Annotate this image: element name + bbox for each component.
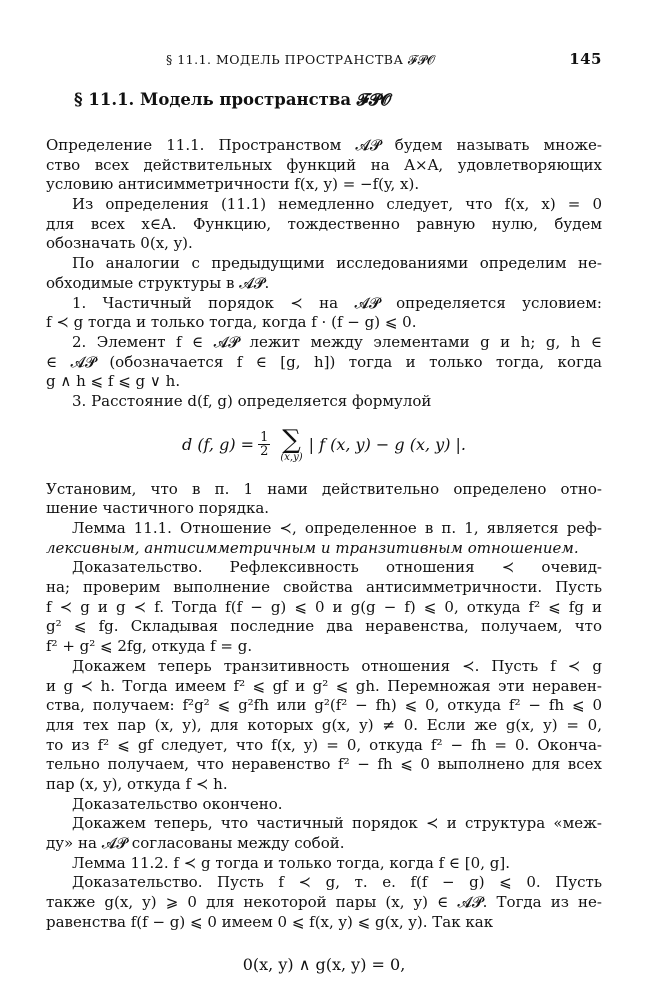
text-line: также g(x, y) ⩾ 0 для некоторой пары (x, y) ∈ 𝓐𝓟. Тогда из не-: [46, 893, 602, 912]
sum-index: (x,y): [280, 451, 303, 463]
text-line: g² ⩽ fg. Складывая последние два неравенства, получаем, что: [46, 617, 602, 636]
text-line: и g ≺ h. Тогда имеем f² ⩽ gf и g² ⩽ gh. Перемножая эти неравен-: [46, 676, 602, 695]
text-line: 1. Частичный порядок ≺ на 𝓐𝓟 определяется условием:: [72, 293, 602, 312]
text-line: f ≺ g тогда и только тогда, когда f · (f − g) ⩽ 0.: [46, 313, 417, 332]
text-line: f² + g² ⩽ 2fg, откуда f = g.: [46, 637, 253, 656]
text-line: условию антисимметричности f(x, y) = −f(y, x).: [46, 175, 420, 194]
formula-lhs: d (f, g) =: [181, 434, 255, 454]
text-line: ство всех действительных функций на A×A, удовлетворяющих: [46, 155, 602, 174]
page-body: [46, 136, 602, 984]
text-line: равенства f(f − g) ⩽ 0 имеем 0 ⩽ f(x, y) ⩽ g(x, y). Так как: [46, 912, 494, 931]
text-line: Из определения (11.1) немедленно следует, что f(x, x) = 0: [72, 195, 602, 214]
running-title: § 11.1. МОДЕЛЬ ПРОСТРАНСТВА 𝓕𝓟𝓞: [166, 52, 436, 67]
distance-formula: [46, 420, 602, 470]
text-line: Докажем теперь, что частичный порядок ≺ и структура «меж-: [72, 814, 602, 833]
fraction-denominator: 2: [260, 444, 269, 460]
text-line: Докажем теперь транзитивность отношения ≺. Пусть f ≺ g: [72, 656, 602, 675]
section-title: § 11.1. Модель пространства 𝓕𝓟𝓞: [74, 90, 392, 109]
text-line: ду» на 𝓐𝓟 согласованы между собой.: [46, 834, 345, 852]
text-line: для всех x∈A. Функцию, тождественно равную нулю, будем: [46, 214, 602, 233]
text-line: ства, получаем: f²g² ⩽ g²fh или g²(f² − fh) ⩽ 0, откуда f² − fh ⩽ 0: [46, 696, 602, 715]
text-line: на; проверим выполнение свойства антисимметричности. Пусть: [46, 578, 602, 597]
text-line: шение частичного порядка.: [46, 499, 270, 518]
formula-fraction: [258, 431, 270, 458]
formula-rhs: | f (x, y) − g (x, y) |.: [308, 434, 467, 454]
lemma-line: Лемма 11.1. Отношение ≺, определенное в п. 1, является реф-: [72, 519, 602, 537]
text-line: обозначать 0(x, y).: [46, 234, 193, 253]
text-line: 3. Расстояние d(f, g) определяется формулой: [72, 391, 432, 410]
text-line: пар (x, y), откуда f ≺ h.: [46, 774, 228, 793]
text-line: f ≺ g и g ≺ f. Тогда f(f − g) ⩽ 0 и g(g − f) ⩽ 0, откуда f² ⩽ fg и: [46, 597, 602, 616]
lemma-line: лексивным, антисимметричным и транзитивным отношением.: [46, 538, 579, 557]
summation: [280, 424, 303, 463]
text-line: обходимые структуры в 𝓐𝓟.: [46, 273, 270, 292]
text-line: 2. Элемент f ∈ 𝓐𝓟 лежит между элементами g и h; g, h ∈: [72, 332, 602, 351]
meet-formula: 0(x, y) ∧ g(x, y) = 0,: [242, 954, 406, 974]
lemma-line: Лемма 11.2. f ≺ g тогда и только тогда, когда f ∈ [0, g].: [72, 853, 510, 872]
proof-line: Доказательство. Рефлексивность отношения ≺ очевид-: [72, 558, 602, 577]
text-line: для тех пар (x, y), для которых g(x, y) ≠ 0. Если же g(x, y) = 0,: [46, 715, 602, 734]
page-number: 145: [569, 50, 602, 68]
fraction-numerator: 1: [260, 430, 269, 446]
text-line: g ∧ h ⩽ f ⩽ g ∨ h.: [46, 372, 181, 391]
text-line: Доказательство окончено.: [72, 794, 283, 813]
text-line: Определение 11.1. Пространством 𝓐𝓟 будем называть множе-: [46, 136, 602, 154]
text-line: тельно получаем, что неравенство f² − fh ⩽ 0 выполнено для всех: [46, 755, 602, 774]
text-line: Установим, что в п. 1 нами действительно определено отно-: [46, 479, 602, 498]
proof-line: Доказательство. Пусть f ≺ g, т. е. f(f − g) ⩽ 0. Пусть: [72, 873, 602, 892]
running-header: [46, 50, 602, 72]
text-line: ∈ 𝓐𝓟 (обозначается f ∈ [g, h]) тогда и только тогда, когда: [46, 352, 602, 371]
sum-symbol: ∑: [282, 424, 301, 455]
text-line: то из f² ⩽ gf следует, что f(x, y) = 0, откуда f² − fh = 0. Оконча-: [46, 735, 602, 754]
text-line: По аналогии с предыдущими исследованиями определим не-: [72, 254, 602, 273]
